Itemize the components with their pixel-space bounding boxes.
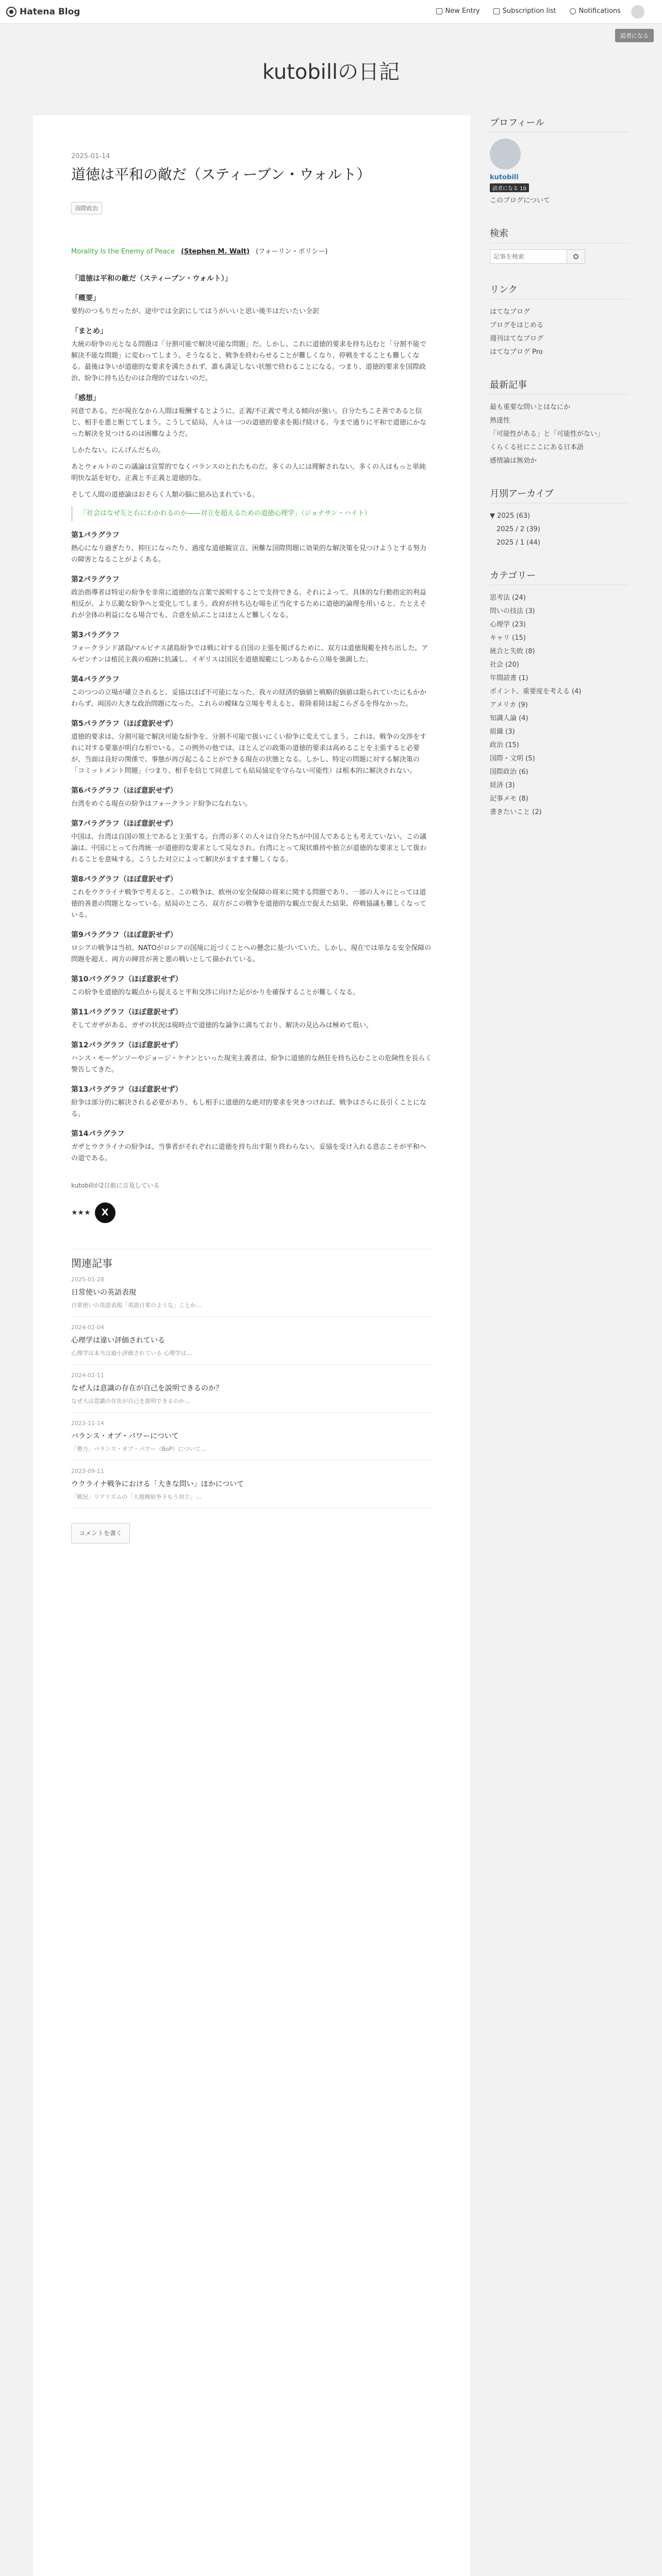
category-module bbox=[490, 568, 629, 819]
paragraph-heading: 「概要」 bbox=[71, 294, 100, 302]
search-module bbox=[490, 226, 629, 264]
paragraph-heading: 第1パラグラフ bbox=[71, 531, 120, 539]
paragraph: 熱心になり過ぎたり、抑圧になったり、過度な道徳観宣言、困難な国際問題に効果的な解決策を見つけようとする努力の障害となることがよくある。 bbox=[71, 545, 427, 564]
related-title: 心理学は違い評価されている bbox=[71, 1336, 165, 1345]
hatena-logo[interactable]: Hatena Blog bbox=[6, 7, 80, 17]
paragraph: そしてガザがある。ガザの状況は現時点で道徳的な論争に満ちており、解決の見込みは極めて低い。 bbox=[71, 1022, 373, 1029]
share-bar bbox=[71, 1202, 432, 1223]
search-button[interactable] bbox=[567, 249, 585, 264]
paragraph: ガザとウクライナの紛争は、当事者がそれぞれに道徳を持ち出す限り終わらない。妥協を受け入れる意志こそが平和への道である。 bbox=[71, 1143, 426, 1162]
related-date: 2023-09-11 bbox=[71, 1468, 104, 1475]
category-link[interactable]: 年間読書 (1) bbox=[490, 674, 528, 682]
related-excerpt: 日常使いの英語表現「英語日常のような」ことか… bbox=[71, 1302, 202, 1309]
blog-title[interactable]: kutobillの日記 bbox=[262, 60, 400, 84]
book-reference bbox=[71, 246, 432, 258]
category-link[interactable]: 組織 (3) bbox=[490, 728, 515, 736]
related-title: バランス・オブ・パワーについて bbox=[71, 1432, 179, 1440]
recent-entry-link[interactable]: くらくる社にここにある日本語 bbox=[490, 444, 584, 451]
paragraph: ハンス・モーゲンソーやジョージ・ケナンといった現実主義者は、紛争に道徳的な熱狂を持ち込むことの危険性を長らく警告してきた。 bbox=[71, 1055, 432, 1074]
subscribe-button[interactable]: 読者になる bbox=[615, 29, 654, 42]
paragraph-heading: 「道徳は平和の敵だ（スティーブン・ウォルト）」 bbox=[71, 275, 232, 283]
recent-entry-link[interactable]: 「可能性がある」と「可能性がない」 bbox=[490, 430, 604, 438]
related-item[interactable] bbox=[71, 1365, 432, 1413]
entry-paragraphs bbox=[71, 273, 432, 1164]
paragraph-heading: 第3パラグラフ bbox=[71, 631, 120, 639]
profile-avatar[interactable] bbox=[490, 139, 521, 170]
entry-category[interactable]: 国際政治 bbox=[71, 202, 102, 214]
paragraph-heading: 第9パラグラフ（ほぼ意訳せず） bbox=[71, 931, 177, 939]
pencil-icon bbox=[436, 8, 442, 14]
paragraph: フォークランド諸島/マルビナス諸島紛争では戦に対する自国の主張を掲げるために、双方は道徳規範を持ち出した。アルゼンチンは植民主義の痕跡に抗議し、イギリスは国民を道徳規範にしつあるから立場を強調した。 bbox=[71, 645, 428, 664]
links-module bbox=[490, 282, 629, 359]
category-link[interactable]: 思考法 (24) bbox=[490, 594, 526, 602]
comment-button[interactable]: コメントを書く bbox=[71, 1523, 130, 1544]
search-icon bbox=[573, 254, 578, 259]
paragraph: これをウクライナ戦争で考えると、この戦争は、欧州の安全保障の将来に関する問題であり、一部の人々にとっては道徳的善悪の問題となっている。結局のところ、双方がこの戦争を道徳的な観点で捉えた結果、停戦協議も難しくなっている。 bbox=[71, 889, 427, 919]
paragraph: ロシアの戦争は当初、NATOがロシアの国境に近づくことへの懸念に基づいていた。しかし、現在では単なる安全保障の問題を超え、両方の陣営が善と悪の戦いとして描かれている。 bbox=[71, 944, 432, 963]
category-link[interactable]: 心理学 (23) bbox=[490, 621, 526, 629]
notifications-button[interactable]: Notifications bbox=[570, 7, 621, 15]
archive-link[interactable]: ▼ 2025 (63) bbox=[490, 512, 531, 520]
entry-title[interactable]: 道徳は平和の敵だ（スティーブン・ウォルト） bbox=[71, 166, 371, 183]
profile-heading: プロフィール bbox=[490, 115, 629, 132]
sidebar-link[interactable]: ブログをはじめる bbox=[490, 321, 544, 329]
category-link[interactable]: 統合と失敗 (8) bbox=[490, 648, 535, 655]
related-excerpt: 「戦況」リアリズムの「大規模紛争下もう対立」… bbox=[71, 1494, 202, 1500]
paragraph: しかたない。にんげんだもの。 bbox=[71, 447, 165, 454]
category-link[interactable]: 知識人論 (4) bbox=[490, 715, 528, 722]
related-excerpt: 「勢力」バランス・オブ・パワー（BoP）について… bbox=[71, 1446, 207, 1452]
related-date: 2024-02-04 bbox=[71, 1324, 104, 1331]
paragraph: あとウォルトのこの議論は宣誓的でなくバランスのとれたものだ。多くの人には理解されない。多くの人はもっと単純明快な話を好む。正義と不正義と道徳的な。 bbox=[71, 463, 426, 482]
category-link[interactable]: アメリカ (9) bbox=[490, 701, 528, 709]
related-title: ウクライナ戦争における「大きな問い」ほかについて bbox=[71, 1480, 244, 1488]
paragraph-heading: 第11パラグラフ（ほぼ意訳せず） bbox=[71, 1008, 183, 1016]
category-link[interactable]: 国際・文明 (5) bbox=[490, 755, 535, 762]
paragraph: 大統の紛争の元となる問題は「分割可能で解決可能な問題」だ。しかし、これに道徳的要求を持ち込むと「分割不能で解決不能な問題」に変わってしまう。そうなると、戦争を終わらせることが難しくなり、停戦をすることも難しくなる。最後は争いが道徳的な要求を満たされず、誰も満足しない状態で終わることになる。つまり、道徳的要求を国際政治、紛争に持ち込むのは合理的ではないのだ。 bbox=[71, 341, 427, 382]
new-entry-button[interactable]: New Entry bbox=[436, 7, 480, 15]
links-heading: リンク bbox=[490, 282, 629, 299]
recent-entry-link[interactable]: 最も重要な問いとはなにか bbox=[490, 403, 571, 411]
category-link[interactable]: キャリ (15) bbox=[490, 634, 526, 642]
hatena-logo-icon bbox=[6, 7, 16, 17]
paragraph: この紛争を道徳的な観点から捉えると平和交渉に向けた足がかりを確保することが難しくなる。 bbox=[71, 989, 360, 996]
related-heading: 関連記事 bbox=[71, 1249, 432, 1269]
paragraph: 中国は、台湾は自国の領土であると主張する。台湾の多くの人々は自分たちが中国人であるとも考えていない。この議論は、中国にとって台湾統一が道徳的な要求として見なされ、台湾にとって現状維持や独立が道徳的な要求として扱われることを意味する。こうした対立によって解決がますます難しくなる。 bbox=[71, 833, 427, 863]
category-link[interactable]: 国際政治 (6) bbox=[490, 768, 528, 776]
archive-link[interactable]: 2025 / 1 (44) bbox=[490, 539, 540, 547]
category-link[interactable]: 経済 (3) bbox=[490, 782, 515, 789]
sidebar-link[interactable]: はてなブログ Pro bbox=[490, 348, 543, 356]
related-title: 日常使いの英語表現 bbox=[71, 1289, 136, 1297]
subscription-list-button[interactable]: Subscription list bbox=[493, 7, 556, 15]
paragraph: 政治指導者は特定の紛争を非常に道徳的な言葉で説明することで支持できる。それによって、具体的な行動指定的利益相反が、より広範な紛争へと変化してしまう。政府が持ち込む場を正当化するために道徳的論理を用いると、たとえそれが全体の利益になる場合でも、合意を結ぶことはほとんど難しくなる。 bbox=[71, 589, 427, 619]
entry-body bbox=[71, 246, 432, 1544]
paragraph: このつつの立場が確立されると、妥協はほぼ不可能になった。我々の経済的価値と戦略的価値は限られていたにもかかわらず、両国の大きな政治問題になった。これらの曖昧な立場を考えると、着陸着陸は起こらざるを得なかった。 bbox=[71, 689, 427, 708]
paragraph: 紛争は部分的に解決される必要があり、もし相手に道徳的な絶対的要求を突きつければ、戦争はさらに長引くことになる。 bbox=[71, 1099, 427, 1118]
paragraph-heading: 第4パラグラフ bbox=[71, 675, 120, 684]
paragraph-heading: 第6パラグラフ（ほぼ意訳せず） bbox=[71, 787, 177, 795]
related-item[interactable] bbox=[71, 1317, 432, 1365]
paragraph-heading: 「まとめ」 bbox=[71, 327, 107, 335]
book-author[interactable]: (Stephen M. Walt) bbox=[180, 248, 250, 256]
sidebar bbox=[490, 115, 629, 838]
star-mention[interactable]: kutobillが2日前に言及している bbox=[71, 1182, 160, 1189]
paragraph-heading: 「感想」 bbox=[71, 394, 100, 402]
paragraph: 道徳的要求は、分割可能で解決可能な紛争を、分割不可能で扱いにくい紛争に変えてしまう。これは、戦争の交渉をすれに対する要塞が明白な形でいる。この例外の他では、ほとんどの政策の道徳的要求は高めることを主張すると必要が、当面は良好の関係で、事態が再び起こることができる現在の状態となる。しかし、特定の問題に対する解決策の「コミットメント問題」（つまり、相手を信じて同意しても結局協定を守らない可能性）は根本的に解決されない。 bbox=[71, 733, 427, 775]
reader-count-badge[interactable]: 読者になる 10 bbox=[490, 183, 529, 192]
profile-module bbox=[490, 115, 629, 208]
entry-main bbox=[33, 115, 470, 2576]
category-heading: カテゴリー bbox=[490, 568, 629, 585]
recent-module bbox=[490, 378, 629, 468]
related-list bbox=[71, 1269, 432, 1509]
recent-heading: 最新記事 bbox=[490, 378, 629, 395]
paragraph-heading: 第13パラグラフ（ほぼ意訳せず） bbox=[71, 1086, 183, 1094]
paragraph-heading: 第12パラグラフ（ほぼ意訳せず） bbox=[71, 1041, 183, 1049]
recent-entry-link[interactable]: 感情論は無効か bbox=[490, 457, 537, 465]
related-excerpt: 心理学は本当は過小評価されている 心理学は… bbox=[71, 1350, 192, 1357]
category-link[interactable]: 記事メモ (8) bbox=[490, 795, 528, 803]
related-item[interactable] bbox=[71, 1269, 432, 1317]
search-heading: 検索 bbox=[490, 226, 629, 243]
global-header bbox=[0, 0, 662, 24]
paragraph: そして人間の道徳論はおそらく人類の脳に組み込まれている。 bbox=[71, 491, 259, 499]
bell-icon bbox=[570, 8, 576, 14]
related-item[interactable] bbox=[71, 1461, 432, 1509]
blockquote-link[interactable]: 「社会はなぜ左と右にわかれるのか——対立を超えるための道徳心理学」（ジョナサン・ハイト） bbox=[71, 506, 432, 521]
category-link[interactable]: 問いの技法 (3) bbox=[490, 607, 535, 615]
category-link[interactable]: ポイント、重要度を考える (4) bbox=[490, 688, 582, 696]
entry-date[interactable]: 2025-01-14 bbox=[71, 152, 110, 160]
related-date: 2024-02-11 bbox=[71, 1372, 104, 1379]
list-icon bbox=[493, 8, 500, 14]
related-excerpt: なぜ人は意識の存在が自己を説明できるのか… bbox=[71, 1398, 190, 1404]
search-input[interactable] bbox=[490, 249, 567, 264]
user-avatar[interactable] bbox=[631, 5, 644, 19]
paragraph: 台湾をめぐる現在の紛争はフォークランド紛争になれない。 bbox=[71, 800, 252, 808]
profile-username[interactable]: kutobill bbox=[490, 174, 519, 181]
archive-module bbox=[490, 486, 629, 550]
related-date: 2025-01-28 bbox=[71, 1276, 104, 1283]
paragraph: 同意である。だが現在なから人間は報酬するとように、正義/不正義で考える傾向が強い。自分たちこそ善であると信じ、相手を悪と断じてしまう。こうして結局、人々は一つの道徳的要求を掲げ続ける。今まで通りに平和で道徳にかなった解決を見つけるのは困難なようだ。 bbox=[71, 408, 427, 438]
category-link[interactable]: 書きたいこと (2) bbox=[490, 808, 542, 816]
paragraph-heading: 第8パラグラフ（ほぼ意訳せず） bbox=[71, 875, 177, 884]
star-icon[interactable]: ★★★ bbox=[71, 1209, 91, 1217]
sidebar-link[interactable]: 週刊はてなブログ bbox=[490, 335, 544, 343]
category-link[interactable]: 政治 (15) bbox=[490, 741, 519, 749]
book-title[interactable]: Morality Is the Enemy of Peace bbox=[71, 248, 175, 256]
paragraph-heading: 第14パラグラフ bbox=[71, 1130, 125, 1138]
related-title: なぜ人は意識の存在が自己を説明できるのか？ bbox=[71, 1384, 223, 1393]
about-link[interactable]: このブログについて bbox=[490, 197, 550, 205]
recent-entry-link[interactable]: 熟達性 bbox=[490, 417, 510, 425]
archive-heading: 月別アーカイブ bbox=[490, 486, 629, 503]
paragraph-heading: 第10パラグラフ（ほぼ意訳せず） bbox=[71, 975, 183, 984]
paragraph-heading: 第5パラグラフ（ほぼ意訳せず） bbox=[71, 720, 177, 728]
related-date: 2023-11-14 bbox=[71, 1420, 104, 1427]
archive-link[interactable]: 2025 / 2 (39) bbox=[490, 526, 540, 533]
paragraph-heading: 第2パラグラフ bbox=[71, 575, 120, 584]
book-source: (フォーリン・ポリシー) bbox=[256, 248, 328, 256]
share-x-button[interactable]: X bbox=[95, 1202, 115, 1223]
paragraph: 要約のつもりだったが、途中では全訳にしてはうがいいと思い後半はだいたい全訳 bbox=[71, 308, 320, 315]
category-link[interactable]: 社会 (20) bbox=[490, 661, 519, 669]
paragraph-heading: 第7パラグラフ（ほぼ意訳せず） bbox=[71, 820, 177, 828]
sidebar-link[interactable]: はてなブログ bbox=[490, 308, 531, 316]
related-item[interactable] bbox=[71, 1413, 432, 1461]
